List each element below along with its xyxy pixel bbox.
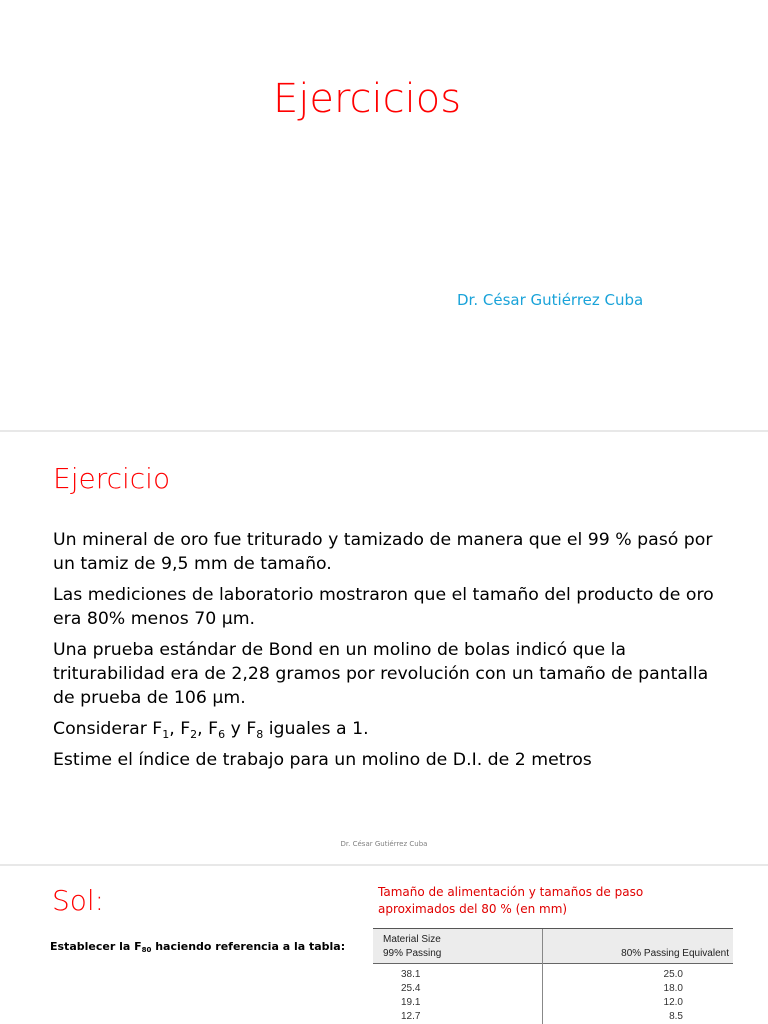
paragraph-5: Estime el índice de trabajo para un molino de D.I. de 2 metros [53,750,592,770]
table-row: 25.4 18.0 [401,983,683,994]
slide-title: Ejercicios [272,76,462,122]
paragraph-1: Un mineral de oro fue triturado y tamizado de manera que el 99 % pasó por un tamiz de 9,5 mm de tamaño. [53,530,713,574]
solution-slide [0,866,768,1024]
exercise-body [53,528,723,779]
exercise-slide [0,432,768,864]
author-name: Dr. César Gutiérrez Cuba [457,291,644,309]
solution-instruction: Establecer la $F_{80}$ haciendo referencia a la tabla: [50,940,346,954]
slide-footer: Dr. César Gutiérrez Cuba [340,840,428,848]
exercise-title: Ejercicio [53,462,171,495]
size-table [373,928,733,1024]
header-80-passing: 80% Passing Equivalent [621,948,729,959]
table-caption: Tamaño de alimentación y tamaños de paso aproximados del 80 % (en mm) [378,885,644,916]
table-header [373,929,733,964]
header-material-size: Material Size 99% Passing [383,934,442,959]
table-row: 19.1 12.0 [401,997,683,1008]
paragraph-4: Considerar $F_1$, $F_2$, $F_6$ y $F_8$ iguales a 1. [53,719,369,741]
title-slide [0,0,768,430]
paragraph-2: Las mediciones de laboratorio mostraron que el tamaño del producto de oro era 80% menos 70 µm. [53,585,714,629]
table-row: 38.1 25.0 [401,969,683,980]
paragraph-3: Una prueba estándar de Bond en un molino de bolas indicó que la triturabilidad era de 2,28 gramos por revolución con un tamaño de pantalla de prueba de 106 µm. [53,640,709,708]
table-row: 12.7 8.5 [401,1011,683,1022]
solution-title: Sol: [52,884,105,917]
